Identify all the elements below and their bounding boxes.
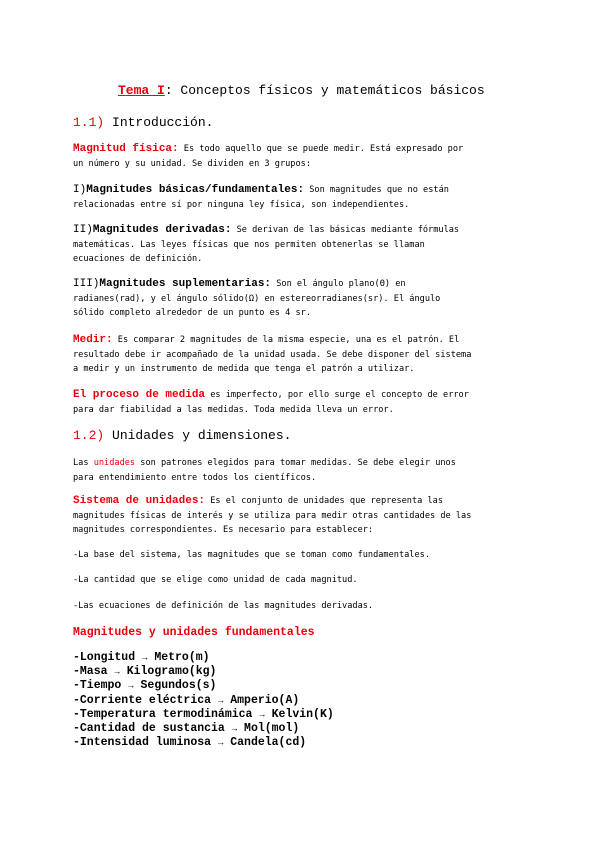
title-text: : Conceptos físicos y matemáticos básicos — [164, 83, 485, 98]
paragraph-line: Es el conjunto de unidades que representa las — [205, 496, 444, 506]
paragraph-line: sólido completo alrededor de un punto es 4 sr. — [73, 308, 311, 318]
paragraph-line: radianes(rad), y el ángulo sólido(Ω) en estereorradianes(sr). El ángulo — [73, 293, 441, 304]
section-number: 1.1) — [73, 115, 105, 130]
list-item — [73, 665, 334, 679]
paragraph-line: es imperfecto, por ello surge el concepto de error — [205, 390, 469, 400]
paragraph-sistema-unidades — [73, 494, 533, 538]
term-label: Medir: — [73, 334, 113, 346]
bullet-item — [73, 599, 533, 614]
magnitude-name: -Cantidad de sustancia — [73, 722, 232, 736]
arrow-icon: → — [217, 738, 224, 749]
magnitude-name: -Corriente eléctrica — [73, 693, 218, 707]
magnitude-name: -Temperatura termodinámica — [73, 707, 260, 721]
section-number: 1.2) — [73, 428, 105, 443]
paragraph-line: Es todo aquello que se puede medir. Está expresado por — [178, 144, 464, 154]
unit-name: Kelvin(K) — [264, 707, 334, 721]
page-title — [118, 83, 485, 98]
arrow-icon: → — [128, 681, 134, 692]
term-label: Sistema de unidades: — [73, 495, 206, 507]
magnitude-name: -Masa — [73, 665, 115, 679]
arrow-icon: → — [114, 667, 120, 678]
term-label: Magnitudes básicas/fundamentales: — [86, 184, 305, 196]
list-item — [73, 736, 334, 750]
paragraph-line: a medir y un instrumento de medida que tenga el patrón a utilizar. — [73, 364, 415, 374]
paragraph-unidades — [73, 456, 533, 485]
paragraph-line: resultado debe ir acompañado de la unidad usada. Se debe disponer del sistema — [73, 349, 472, 360]
unit-name: Segundos(s) — [133, 679, 217, 693]
section-heading-introduccion — [73, 115, 213, 130]
magnitude-name: -Longitud — [73, 651, 143, 664]
magnitude-name: -Tiempo — [73, 679, 129, 693]
section-title: Unidades y dimensiones. — [104, 428, 292, 443]
list-item — [73, 679, 334, 693]
list-prefix: III) — [73, 278, 100, 290]
arrow-icon: → — [259, 709, 265, 720]
title-label: Tema I — [118, 83, 165, 98]
unit-name: Kilogramo(kg) — [119, 665, 217, 679]
term-label: Magnitud física: — [73, 143, 179, 155]
paragraph-medir — [73, 333, 533, 377]
list-prefix: I) — [73, 184, 87, 196]
bullet-item — [73, 548, 533, 563]
bullet-text: -La cantidad que se elige como unidad de cada magnitud. — [73, 575, 358, 585]
list-item — [73, 651, 334, 665]
paragraph-magnitudes-derivadas — [73, 223, 533, 267]
paragraph-line: magnitudes físicas de interés y se utiliza para medir otras cantidades de las — [73, 510, 472, 521]
paragraph-line: para dar fiabilidad a las medidas. Toda medida lleva un error. — [73, 404, 394, 415]
paragraph-magnitud-fisica — [73, 142, 533, 171]
list-item — [73, 708, 334, 722]
arrow-icon: → — [231, 724, 238, 735]
paragraph-line: Se derivan de las básicas mediante fórmulas — [231, 225, 460, 235]
term-unidades: unidades — [93, 458, 136, 468]
bullet-text: -La base del sistema, las magnitudes que se toman como fundamentales. — [73, 550, 430, 560]
unit-name: Metro(m) — [147, 651, 210, 664]
list-prefix: II) — [73, 224, 93, 236]
unit-name: Amperio(A) — [223, 693, 300, 707]
unit-name: Candela(cd) — [223, 736, 307, 750]
paragraph-magnitudes-suplementarias — [73, 277, 533, 321]
paragraph-line: un número y su unidad. Se dividen en 3 grupos: — [73, 158, 311, 169]
bullet-item — [73, 573, 533, 588]
paragraph-line: son patrones elegidos para tomar medidas. Se debe elegir unos — [135, 458, 456, 468]
term-label: Magnitudes derivadas: — [92, 224, 232, 236]
fundamental-units-list — [73, 651, 334, 750]
list-item — [73, 722, 334, 736]
fundamental-magnitudes-heading: Magnitudes y unidades fundamentales — [73, 626, 315, 639]
paragraph-line: relacionadas entre sí por ninguna ley física, son independientes. — [73, 199, 410, 210]
paragraph-magnitudes-basicas — [73, 183, 533, 212]
paragraph-text: Las — [73, 458, 94, 468]
paragraph-line: Son magnitudes que no están — [304, 185, 449, 195]
bullet-text: -Las ecuaciones de definición de las magnitudes derivadas. — [73, 601, 374, 611]
paragraph-line: Es comparar 2 magnitudes de la misma especie, una es el patrón. El — [112, 335, 460, 345]
list-item — [73, 694, 334, 708]
magnitude-name: -Intensidad luminosa — [73, 736, 218, 750]
paragraph-line: ecuaciones de definición. — [73, 254, 203, 264]
arrow-icon: → — [217, 695, 224, 706]
section-heading-unidades — [73, 428, 291, 443]
unit-name: Mol(mol) — [237, 722, 300, 736]
paragraph-line: para entendimiento entre todos los científicos. — [73, 472, 317, 483]
paragraph-line: matemáticas. Las leyes físicas que nos permiten obtenerlas se llaman — [73, 239, 425, 250]
term-label: El proceso de medida — [73, 389, 206, 401]
section-title: Introducción. — [104, 115, 214, 130]
term-label: Magnitudes suplementarias: — [99, 278, 272, 290]
paragraph-line: magnitudes correspondientes. Es necesario para establecer: — [73, 525, 374, 535]
paragraph-proceso-medida — [73, 388, 533, 417]
paragraph-line: Son el ángulo plano(Θ) en — [271, 279, 406, 289]
arrow-icon: → — [142, 653, 148, 663]
